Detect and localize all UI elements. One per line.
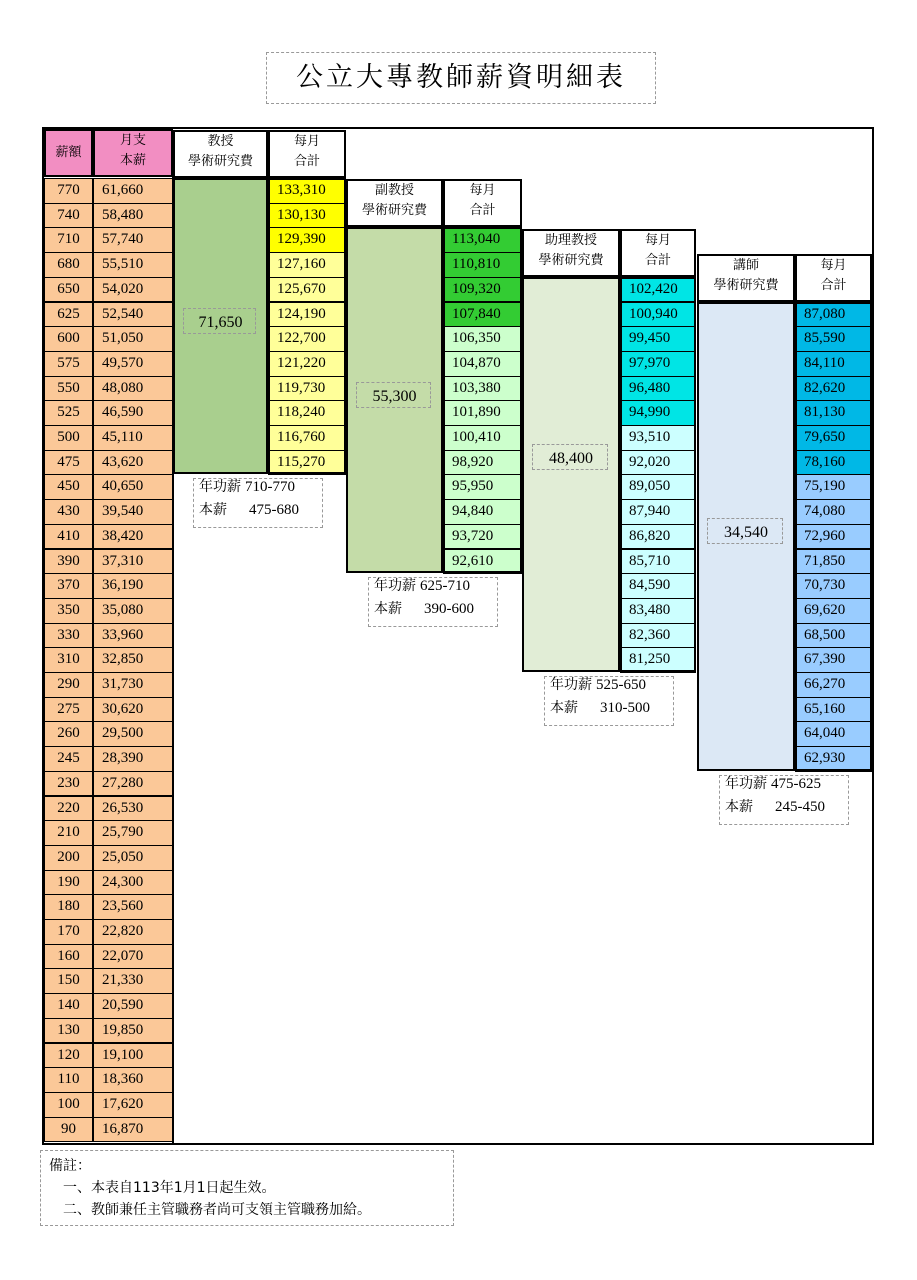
rank-2-total-cell: 89,050 bbox=[620, 474, 696, 500]
rank-2-total-outline bbox=[620, 277, 696, 672]
rank-2-base-range bbox=[550, 697, 650, 720]
rank-0-total-cell: 121,220 bbox=[268, 351, 346, 377]
base-salary-cell: 35,080 bbox=[93, 598, 173, 624]
grade-cell: 230 bbox=[44, 771, 93, 797]
grade-cell: 100 bbox=[44, 1092, 93, 1118]
base-salary-cell: 27,280 bbox=[93, 771, 173, 797]
rank-0-research-header bbox=[173, 130, 268, 178]
grade-cell: 310 bbox=[44, 647, 93, 673]
base-salary-cell: 31,730 bbox=[93, 672, 173, 698]
base-label: 本薪 bbox=[550, 700, 578, 716]
base-salary-cell: 32,850 bbox=[93, 647, 173, 673]
rank-1-total-cell: 94,840 bbox=[443, 499, 522, 525]
merit-value: 475-625 bbox=[771, 775, 821, 792]
rank-3-total-cell: 82,620 bbox=[795, 376, 872, 402]
base-salary-cell: 16,870 bbox=[93, 1117, 173, 1143]
base-value: 310-500 bbox=[600, 700, 650, 716]
rank-0-total-cell: 119,730 bbox=[268, 376, 346, 402]
grade-cell: 410 bbox=[44, 524, 93, 550]
header-top-rule bbox=[346, 127, 874, 129]
rank-0-total-header bbox=[268, 130, 346, 178]
rank-1-total-cell: 93,720 bbox=[443, 524, 522, 550]
rank-3-merit-range bbox=[725, 773, 821, 796]
rank-2-total-cell: 86,820 bbox=[620, 524, 696, 550]
rank-1-total-cell: 110,810 bbox=[443, 252, 522, 278]
rank-3-total-cell: 78,160 bbox=[795, 450, 872, 476]
base-salary-cell: 52,540 bbox=[93, 302, 173, 328]
total-label-2: 合計 bbox=[644, 252, 671, 268]
rank-1-total-cell: 109,320 bbox=[443, 277, 522, 303]
research-label: 學術研究費 bbox=[713, 277, 779, 293]
rank-0-total-cell: 116,760 bbox=[268, 425, 346, 451]
note-item-1: 一、本表自113年1月1日起生效。 bbox=[63, 1180, 276, 1196]
grade-cell: 350 bbox=[44, 598, 93, 624]
rank-1-research-header bbox=[346, 179, 443, 227]
research-value-frame bbox=[707, 518, 783, 544]
rank-3-total-cell: 62,930 bbox=[795, 746, 872, 772]
grade-cell: 680 bbox=[44, 252, 93, 278]
rank-1-total-cell: 104,870 bbox=[443, 351, 522, 377]
research-label: 學術研究費 bbox=[361, 203, 427, 219]
rank-3-total-cell: 74,080 bbox=[795, 499, 872, 525]
base-salary-header bbox=[93, 129, 173, 177]
base-label: 本薪 bbox=[374, 601, 402, 618]
base-salary-cell: 20,590 bbox=[93, 993, 173, 1019]
base-value: 475-680 bbox=[249, 502, 299, 519]
page-title: 公立大專教師薪資明細表 bbox=[266, 52, 656, 104]
base-salary-cell: 28,390 bbox=[93, 746, 173, 772]
base-salary-cell: 37,310 bbox=[93, 549, 173, 575]
merit-value: 710-770 bbox=[245, 479, 295, 496]
base-salary-cell: 25,050 bbox=[93, 845, 173, 871]
base-salary-cell: 43,620 bbox=[93, 450, 173, 476]
base-salary-cell: 24,300 bbox=[93, 870, 173, 896]
rank-3-total-cell: 75,190 bbox=[795, 474, 872, 500]
rank-0-total-cell: 127,160 bbox=[268, 252, 346, 278]
rank-0-total-cell: 130,130 bbox=[268, 203, 346, 229]
total-label-1: 每月 bbox=[644, 232, 671, 248]
grade-cell: 120 bbox=[44, 1043, 93, 1069]
base-salary-cell: 22,820 bbox=[93, 919, 173, 945]
base-salary-cell: 46,590 bbox=[93, 400, 173, 426]
rank-3-total-cell: 65,160 bbox=[795, 697, 872, 723]
base-salary-cell: 49,570 bbox=[93, 351, 173, 377]
base-salary-cell: 54,020 bbox=[93, 277, 173, 303]
rank-title: 助理教授 bbox=[544, 232, 597, 248]
rank-2-total-cell: 102,420 bbox=[620, 277, 696, 303]
rank-1-merit-range bbox=[374, 575, 470, 598]
base-salary-cell: 26,530 bbox=[93, 796, 173, 822]
grade-header: 薪額 bbox=[44, 129, 93, 177]
merit-label: 年功薪 bbox=[199, 479, 241, 496]
grade-cell: 550 bbox=[44, 376, 93, 402]
rank-3-total-cell: 72,960 bbox=[795, 524, 872, 550]
grade-cell: 190 bbox=[44, 870, 93, 896]
grade-cell: 740 bbox=[44, 203, 93, 229]
rank-0-base-range bbox=[199, 499, 299, 522]
base-header-line2: 本薪 bbox=[119, 153, 146, 168]
merit-value: 625-710 bbox=[420, 578, 470, 595]
rank-3-research-value: 34,540 bbox=[724, 524, 768, 542]
research-label: 學術研究費 bbox=[538, 252, 604, 268]
rank-2-total-cell: 82,360 bbox=[620, 623, 696, 649]
rank-0-total-cell: 133,310 bbox=[268, 178, 346, 204]
rank-3-total-cell: 64,040 bbox=[795, 721, 872, 747]
grade-cell: 430 bbox=[44, 499, 93, 525]
rank-0-total-cell: 118,240 bbox=[268, 400, 346, 426]
grade-cell: 200 bbox=[44, 845, 93, 871]
base-salary-cell: 36,190 bbox=[93, 573, 173, 599]
note-item-2: 二、教師兼任主管職務者尚可支領主管職務加給。 bbox=[63, 1202, 371, 1218]
grade-cell: 625 bbox=[44, 302, 93, 328]
total-label-2: 合計 bbox=[469, 203, 496, 219]
rank-1-research-value: 55,300 bbox=[372, 388, 417, 406]
rank-3-total-cell: 70,730 bbox=[795, 573, 872, 599]
rank-0-total-cell: 125,670 bbox=[268, 277, 346, 303]
grade-cell: 260 bbox=[44, 721, 93, 747]
grade-right-rule bbox=[172, 177, 174, 1145]
base-salary-cell: 19,850 bbox=[93, 1018, 173, 1044]
base-label: 本薪 bbox=[199, 502, 227, 519]
base-salary-cell: 33,960 bbox=[93, 623, 173, 649]
base-salary-cell: 30,620 bbox=[93, 697, 173, 723]
grade-cell: 210 bbox=[44, 820, 93, 846]
grade-cell: 330 bbox=[44, 623, 93, 649]
rank-0-merit-range bbox=[199, 476, 295, 499]
base-salary-cell: 51,050 bbox=[93, 326, 173, 352]
merit-label: 年功薪 bbox=[374, 578, 416, 595]
rank-3-total-cell: 66,270 bbox=[795, 672, 872, 698]
rank-title: 教授 bbox=[207, 134, 234, 149]
grade-cell: 110 bbox=[44, 1067, 93, 1093]
rank-2-total-cell: 81,250 bbox=[620, 647, 696, 673]
rank-1-total-cell: 98,920 bbox=[443, 450, 522, 476]
base-salary-cell: 40,650 bbox=[93, 474, 173, 500]
grade-cell: 150 bbox=[44, 968, 93, 994]
rank-2-total-cell: 97,970 bbox=[620, 351, 696, 377]
base-salary-cell: 38,420 bbox=[93, 524, 173, 550]
grade-cell: 575 bbox=[44, 351, 93, 377]
rank-2-total-cell: 99,450 bbox=[620, 326, 696, 352]
rank-2-total-cell: 92,020 bbox=[620, 450, 696, 476]
rank-1-total-cell: 100,410 bbox=[443, 425, 522, 451]
grade-cell: 650 bbox=[44, 277, 93, 303]
rank-2-merit-range bbox=[550, 674, 646, 697]
rank-title: 副教授 bbox=[374, 183, 414, 199]
grade-cell: 600 bbox=[44, 326, 93, 352]
research-value-frame bbox=[532, 444, 608, 470]
base-header-line1: 月支 bbox=[119, 133, 146, 148]
base-salary-cell: 25,790 bbox=[93, 820, 173, 846]
rank-2-total-cell: 87,940 bbox=[620, 499, 696, 525]
grade-cell: 140 bbox=[44, 993, 93, 1019]
base-salary-cell: 23,560 bbox=[93, 894, 173, 920]
base-salary-cell: 21,330 bbox=[93, 968, 173, 994]
base-salary-cell: 61,660 bbox=[93, 178, 173, 204]
merit-label: 年功薪 bbox=[725, 775, 767, 792]
rank-0-total-cell: 124,190 bbox=[268, 302, 346, 328]
rank-1-total-cell: 103,380 bbox=[443, 376, 522, 402]
rank-3-total-cell: 81,130 bbox=[795, 400, 872, 426]
rank-3-total-outline bbox=[795, 302, 872, 771]
rank-2-research-value: 48,400 bbox=[549, 450, 593, 468]
base-salary-cell: 19,100 bbox=[93, 1043, 173, 1069]
total-label-2: 合計 bbox=[293, 154, 320, 169]
grade-cell: 170 bbox=[44, 919, 93, 945]
grade-cell: 180 bbox=[44, 894, 93, 920]
grade-cell: 475 bbox=[44, 450, 93, 476]
rank-3-base-range bbox=[725, 796, 825, 819]
research-label: 學術研究費 bbox=[187, 154, 253, 169]
rank-3-total-header bbox=[795, 254, 872, 302]
grade-cell: 130 bbox=[44, 1018, 93, 1044]
rank-0-total-cell: 129,390 bbox=[268, 227, 346, 253]
rank-2-research-block bbox=[522, 277, 620, 672]
grade-cell: 770 bbox=[44, 178, 93, 204]
rank-3-total-cell: 71,850 bbox=[795, 549, 872, 575]
total-label-1: 每月 bbox=[293, 134, 320, 149]
rank-1-total-cell: 106,350 bbox=[443, 326, 522, 352]
rank-1-base-range bbox=[374, 598, 474, 621]
research-value-frame bbox=[356, 382, 431, 408]
base-salary-cell: 55,510 bbox=[93, 252, 173, 278]
grade-cell: 390 bbox=[44, 549, 93, 575]
rank-1-total-cell: 92,610 bbox=[443, 549, 522, 575]
rank-2-total-header bbox=[620, 229, 696, 277]
total-label-1: 每月 bbox=[820, 257, 847, 273]
rank-3-total-cell: 84,110 bbox=[795, 351, 872, 377]
rank-3-total-cell: 87,080 bbox=[795, 302, 872, 328]
rank-2-total-cell: 94,990 bbox=[620, 400, 696, 426]
grade-cell: 370 bbox=[44, 573, 93, 599]
rank-1-total-cell: 113,040 bbox=[443, 227, 522, 253]
rank-1-total-outline bbox=[443, 227, 522, 573]
rank-2-research-header bbox=[522, 229, 620, 277]
merit-value: 525-650 bbox=[596, 677, 646, 693]
grade-cell: 290 bbox=[44, 672, 93, 698]
base-salary-cell: 22,070 bbox=[93, 944, 173, 970]
rank-2-total-cell: 100,940 bbox=[620, 302, 696, 328]
rank-1-total-cell: 101,890 bbox=[443, 400, 522, 426]
base-salary-cell: 18,360 bbox=[93, 1067, 173, 1093]
rank-0-research-value: 71,650 bbox=[198, 314, 243, 332]
rank-3-total-cell: 79,650 bbox=[795, 425, 872, 451]
base-value: 390-600 bbox=[424, 601, 474, 618]
grade-cell: 160 bbox=[44, 944, 93, 970]
rank-3-total-cell: 69,620 bbox=[795, 598, 872, 624]
total-label-1: 每月 bbox=[469, 183, 496, 199]
merit-label: 年功薪 bbox=[550, 677, 592, 693]
rank-3-total-cell: 85,590 bbox=[795, 326, 872, 352]
base-salary-cell: 58,480 bbox=[93, 203, 173, 229]
rank-0-total-outline bbox=[268, 178, 346, 474]
research-value-frame bbox=[183, 308, 256, 334]
grade-cell: 275 bbox=[44, 697, 93, 723]
base-salary-cell: 29,500 bbox=[93, 721, 173, 747]
grade-cell: 245 bbox=[44, 746, 93, 772]
rank-2-total-cell: 83,480 bbox=[620, 598, 696, 624]
notes-heading: 備註： bbox=[49, 1158, 91, 1174]
rank-2-total-cell: 84,590 bbox=[620, 573, 696, 599]
grade-cell: 710 bbox=[44, 227, 93, 253]
rank-0-total-cell: 115,270 bbox=[268, 450, 346, 476]
grade-cell: 220 bbox=[44, 796, 93, 822]
rank-2-total-cell: 93,510 bbox=[620, 425, 696, 451]
base-salary-cell: 57,740 bbox=[93, 227, 173, 253]
total-label-2: 合計 bbox=[820, 277, 847, 293]
grade-cell: 500 bbox=[44, 425, 93, 451]
base-salary-cell: 45,110 bbox=[93, 425, 173, 451]
rank-3-total-cell: 68,500 bbox=[795, 623, 872, 649]
grade-cell: 525 bbox=[44, 400, 93, 426]
rank-1-total-cell: 95,950 bbox=[443, 474, 522, 500]
base-label: 本薪 bbox=[725, 798, 753, 815]
base-salary-cell: 48,080 bbox=[93, 376, 173, 402]
notes bbox=[40, 1150, 454, 1226]
base-salary-cell: 39,540 bbox=[93, 499, 173, 525]
grade-cell: 450 bbox=[44, 474, 93, 500]
rank-2-total-cell: 85,710 bbox=[620, 549, 696, 575]
base-salary-cell: 17,620 bbox=[93, 1092, 173, 1118]
rank-3-research-header bbox=[697, 254, 795, 302]
rank-3-total-cell: 67,390 bbox=[795, 647, 872, 673]
rank-title: 講師 bbox=[732, 257, 759, 273]
rank-2-total-cell: 96,480 bbox=[620, 376, 696, 402]
rank-0-total-cell: 122,700 bbox=[268, 326, 346, 352]
rank-1-total-cell: 107,840 bbox=[443, 302, 522, 328]
grade-cell: 90 bbox=[44, 1117, 93, 1143]
base-value: 245-450 bbox=[775, 798, 825, 815]
rank-1-total-header bbox=[443, 179, 522, 227]
